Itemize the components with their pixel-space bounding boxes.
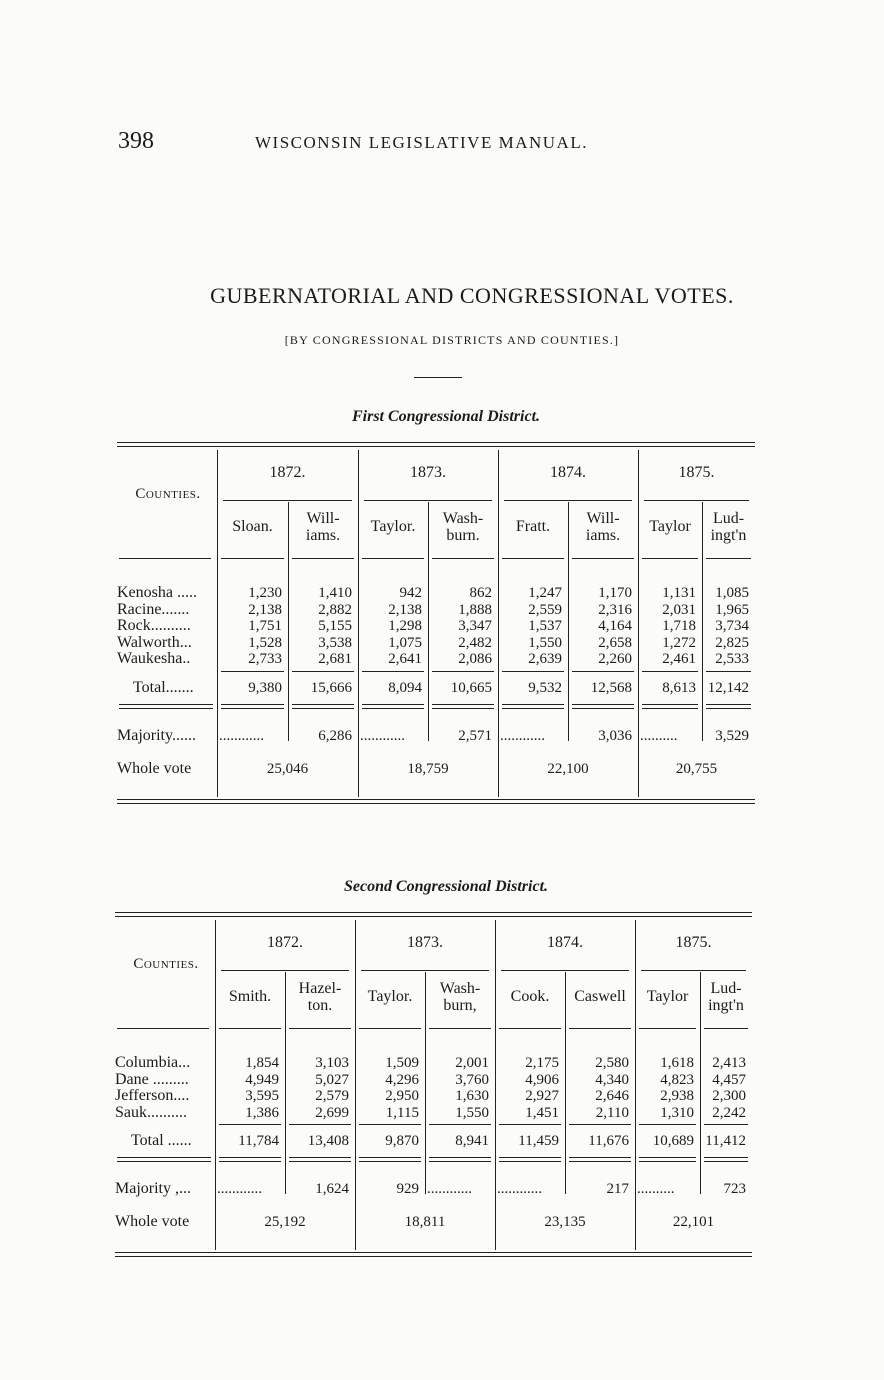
table-top-rule <box>117 446 755 447</box>
candidate-header <box>288 510 358 544</box>
vote-count: 3,760 <box>455 1071 489 1088</box>
total-rule <box>362 671 424 672</box>
header-rule <box>221 558 284 559</box>
county-name: Rock.......... <box>117 617 191 634</box>
majority-value: ............ <box>360 728 405 744</box>
candidate-name-line: Fratt. <box>515 518 551 535</box>
total-double-rule <box>362 708 424 709</box>
whole-vote-value: 18,811 <box>404 1214 446 1230</box>
header-rule <box>429 1028 491 1029</box>
vote-count: 5,027 <box>315 1071 349 1088</box>
vote-count: 1,386 <box>245 1104 279 1121</box>
candidate-header <box>215 988 285 1005</box>
table-bottom-rule <box>117 799 755 800</box>
candidate-name-line: Cook. <box>510 988 550 1005</box>
total-double-rule <box>289 1157 351 1158</box>
vote-count: 1,854 <box>245 1055 279 1071</box>
total-double-rule <box>499 1157 561 1158</box>
total-double-rule <box>432 708 494 709</box>
vote-count: 1,528 <box>248 634 282 651</box>
candidate-header <box>425 980 495 1014</box>
total-double-rule <box>429 1157 491 1158</box>
vote-count: 2,316 <box>598 601 632 618</box>
candidate-name-line: Lud- <box>710 980 742 997</box>
total-double-rule <box>569 1157 631 1158</box>
vote-count: 1,410 <box>318 585 352 601</box>
candidate-name-line: burn. <box>446 527 480 544</box>
candidate-name-line: burn, <box>443 997 477 1014</box>
total-double-rule <box>572 708 634 709</box>
candidate-header <box>495 988 565 1005</box>
candidate-header <box>358 518 428 535</box>
vote-count: 1,310 <box>660 1104 694 1121</box>
vote-count: 2,882 <box>318 601 352 618</box>
total-rule <box>642 671 698 672</box>
vote-count: 2,733 <box>248 651 282 667</box>
candidate-header <box>285 980 355 1014</box>
year-rule <box>221 970 349 971</box>
header-rule <box>219 1028 281 1029</box>
county-name: Jefferson.... <box>115 1087 190 1104</box>
county-name: Waukesha.. <box>117 650 191 667</box>
total-rule <box>432 671 494 672</box>
majority-value: ............ <box>427 1181 472 1197</box>
header-rule <box>569 1028 631 1029</box>
total-rule <box>429 1124 491 1125</box>
header-rule <box>704 1028 748 1029</box>
total-double-rule <box>642 704 698 705</box>
total-rule <box>221 671 284 672</box>
whole-vote-value: 22,101 <box>672 1214 715 1230</box>
total-double-rule <box>119 704 213 705</box>
majority-value: 723 <box>723 1181 746 1197</box>
majority-value: 6,286 <box>318 728 352 744</box>
running-head: WISCONSIN LEGISLATIVE MANUAL. <box>255 133 588 152</box>
county-name: Sauk.......... <box>115 1103 187 1121</box>
vote-total: 8,613 <box>662 680 696 696</box>
vote-count: 1,451 <box>525 1104 559 1121</box>
year-rule <box>504 500 632 501</box>
candidate-header <box>568 510 638 544</box>
total-double-rule <box>359 1157 421 1158</box>
vote-count: 4,457 <box>712 1071 746 1088</box>
vote-count: 942 <box>399 585 422 601</box>
vote-total: 10,689 <box>652 1133 694 1149</box>
candidate-name-line: ton. <box>307 997 333 1014</box>
candidate-name-line: Taylor <box>649 518 691 535</box>
vote-count: 1,550 <box>455 1104 489 1121</box>
vote-count: 2,086 <box>458 651 492 667</box>
table-top-rule <box>117 442 755 443</box>
vote-count: 2,413 <box>712 1055 746 1071</box>
vote-count: 2,641 <box>388 651 422 667</box>
vote-count: 2,242 <box>712 1104 746 1121</box>
vote-count: 2,260 <box>598 651 632 667</box>
total-double-rule <box>502 704 564 705</box>
candidate-name-line: Taylor. <box>367 988 413 1005</box>
vote-count: 1,085 <box>715 585 749 601</box>
total-double-rule <box>706 708 751 709</box>
vote-count: 3,103 <box>315 1055 349 1071</box>
header-rule <box>499 1028 561 1029</box>
majority-value: 1,624 <box>315 1181 349 1197</box>
total-rule <box>289 1124 351 1125</box>
vote-count: 1,230 <box>248 585 282 601</box>
vote-count: 4,296 <box>385 1071 419 1088</box>
total-double-rule <box>572 704 634 705</box>
header-rule <box>639 1028 696 1029</box>
vote-total: 9,532 <box>528 680 562 696</box>
page-subtitle-text: [BY CONGRESSIONAL DISTRICTS AND COUNTIES.] <box>284 333 620 347</box>
candidate-header <box>428 510 498 544</box>
year-header: 1875. <box>675 934 712 951</box>
majority-value: ............ <box>497 1181 542 1197</box>
candidate-name-line: Sloan. <box>232 518 273 535</box>
year-header: 1873. <box>407 934 443 951</box>
vote-total: 9,380 <box>248 680 282 696</box>
vote-count: 4,949 <box>245 1071 279 1088</box>
header-rule <box>117 1028 209 1029</box>
candidate-name-line: Will- <box>586 510 620 527</box>
page-number: 398 <box>118 128 154 154</box>
vote-count: 2,533 <box>715 651 749 667</box>
whole-vote-value: 22,100 <box>547 761 589 777</box>
vote-total: 13,408 <box>307 1133 349 1149</box>
counties-header: Counties. <box>133 956 199 972</box>
year-rule <box>501 970 629 971</box>
vote-count: 2,681 <box>318 651 352 667</box>
majority-value: 3,036 <box>598 728 632 744</box>
vote-count: 4,164 <box>598 618 632 634</box>
vote-count: 2,699 <box>315 1104 349 1121</box>
title-rule <box>414 377 462 378</box>
total-double-rule <box>639 1161 696 1162</box>
year-rule <box>644 500 749 501</box>
table-top-rule <box>115 912 752 913</box>
vote-count: 2,461 <box>662 651 696 667</box>
vote-total: 12,568 <box>590 680 632 696</box>
vote-count: 2,639 <box>528 651 562 667</box>
district-2-title-text: Second Congressional District. <box>343 878 549 895</box>
county-name: Kenosha ..... <box>117 584 197 601</box>
vote-count: 4,340 <box>595 1071 629 1088</box>
district-1-title <box>0 408 884 426</box>
total-double-rule <box>499 1161 561 1162</box>
vote-count: 2,138 <box>388 601 422 618</box>
total-double-rule <box>117 1161 211 1162</box>
vote-count: 1,965 <box>715 601 749 618</box>
candidate-header <box>217 518 288 535</box>
total-double-rule <box>429 1161 491 1162</box>
total-rule <box>292 671 354 672</box>
majority-value: 217 <box>606 1181 629 1197</box>
year-header: 1874. <box>547 934 583 951</box>
header-rule <box>642 558 698 559</box>
majority-label: Majority...... <box>117 727 196 744</box>
vote-count: 1,247 <box>528 585 562 601</box>
year-rule <box>641 970 746 971</box>
header-rule <box>292 558 354 559</box>
candidate-name-line: Taylor. <box>370 518 416 535</box>
table-bottom-rule <box>115 1252 752 1253</box>
vote-count: 2,927 <box>525 1088 559 1104</box>
vote-total: 11,412 <box>705 1133 746 1149</box>
vote-count: 2,938 <box>660 1088 694 1104</box>
vote-count: 5,155 <box>318 618 352 634</box>
majority-value: 3,529 <box>715 728 749 744</box>
candidate-header <box>355 988 425 1005</box>
candidate-header <box>498 518 568 535</box>
total-double-rule <box>359 1161 421 1162</box>
vote-count: 2,300 <box>712 1088 746 1104</box>
vote-count: 1,718 <box>662 618 696 634</box>
total-double-rule <box>221 704 284 705</box>
total-double-rule <box>569 1161 631 1162</box>
vote-count: 3,734 <box>715 618 749 634</box>
majority-value: ............ <box>219 728 264 744</box>
vote-count: 4,906 <box>525 1071 559 1088</box>
year-rule <box>361 970 489 971</box>
vote-count: 2,175 <box>525 1055 559 1071</box>
vote-count: 862 <box>469 585 492 601</box>
vote-total: 11,676 <box>588 1133 629 1149</box>
county-name: Walworth... <box>117 633 192 651</box>
page-title <box>0 283 884 309</box>
county-name: Dane ......... <box>115 1070 189 1088</box>
total-rule <box>639 1124 696 1125</box>
vote-total: 15,666 <box>310 680 352 696</box>
total-label: Total ...... <box>131 1132 192 1149</box>
vote-count: 1,075 <box>388 634 422 651</box>
vote-count: 2,482 <box>458 634 492 651</box>
whole-vote-value: 20,755 <box>675 761 718 777</box>
header-rule <box>362 558 424 559</box>
candidate-name-line: Taylor <box>646 988 689 1005</box>
total-rule <box>499 1124 561 1125</box>
header-rule <box>706 558 751 559</box>
total-double-rule <box>219 1157 281 1158</box>
vote-count: 3,595 <box>245 1088 279 1104</box>
district-1-table <box>117 442 755 805</box>
whole-vote-value: 25,046 <box>266 761 309 777</box>
candidate-name-line: Caswell <box>574 988 626 1005</box>
majority-value: ............ <box>500 728 545 744</box>
vote-count: 2,658 <box>598 634 632 651</box>
vote-total: 10,665 <box>450 680 492 696</box>
header-rule <box>572 558 634 559</box>
total-rule <box>569 1124 631 1125</box>
vote-count: 3,347 <box>458 618 492 634</box>
vote-total: 11,784 <box>238 1133 279 1149</box>
candidate-name-line: Hazel- <box>298 980 342 997</box>
vote-count: 3,538 <box>318 634 352 651</box>
majority-value: ............ <box>217 1181 262 1197</box>
vote-count: 2,579 <box>315 1088 349 1104</box>
candidate-name-line: ingt'n <box>710 527 747 544</box>
total-double-rule <box>502 708 564 709</box>
vote-total: 8,941 <box>455 1133 489 1149</box>
total-double-rule <box>119 708 213 709</box>
total-double-rule <box>362 704 424 705</box>
district-2-table <box>115 912 752 1258</box>
whole-vote-value: 25,192 <box>264 1214 306 1230</box>
total-double-rule <box>706 704 751 705</box>
district-2-title <box>0 878 884 896</box>
vote-count: 1,115 <box>385 1104 419 1121</box>
vote-count: 4,823 <box>660 1071 694 1088</box>
total-double-rule <box>704 1157 748 1158</box>
year-rule <box>223 500 352 501</box>
vote-count: 1,131 <box>662 585 696 601</box>
header-rule <box>289 1028 351 1029</box>
vote-count: 2,559 <box>528 601 562 618</box>
candidate-header <box>702 510 755 544</box>
vote-count: 1,751 <box>248 618 282 634</box>
candidate-name-line: iams. <box>305 527 341 544</box>
vote-total: 9,870 <box>385 1133 419 1149</box>
candidate-name-line: Will- <box>306 510 340 527</box>
header-rule <box>502 558 564 559</box>
table-bottom-rule <box>117 803 755 804</box>
header-rule <box>119 558 211 559</box>
majority-value: 929 <box>396 1181 419 1197</box>
counties-header: Counties. <box>135 486 201 502</box>
vote-count: 2,001 <box>455 1055 489 1071</box>
vote-count: 1,630 <box>455 1088 489 1104</box>
year-rule <box>364 500 492 501</box>
year-header: 1873. <box>410 464 446 481</box>
vote-count: 2,825 <box>715 634 749 651</box>
candidate-header <box>565 988 635 1005</box>
vote-count: 1,888 <box>458 601 492 618</box>
year-header: 1872. <box>267 934 303 951</box>
total-double-rule <box>642 708 698 709</box>
table-bottom-rule <box>115 1256 752 1257</box>
header-rule <box>432 558 494 559</box>
majority-value: 2,571 <box>458 728 492 744</box>
majority-value: .......... <box>637 1181 675 1197</box>
total-double-rule <box>289 1161 351 1162</box>
total-double-rule <box>117 1157 211 1158</box>
header-rule <box>359 1028 421 1029</box>
candidate-header <box>638 518 702 535</box>
candidate-header <box>635 988 700 1005</box>
total-rule <box>572 671 634 672</box>
vote-count: 2,950 <box>385 1088 419 1104</box>
vote-count: 1,509 <box>385 1055 419 1071</box>
candidate-name-line: Wash- <box>439 980 481 997</box>
vote-count: 1,537 <box>528 618 562 634</box>
whole-vote-label: Whole vote <box>115 1213 190 1230</box>
vote-count: 1,298 <box>388 618 422 634</box>
total-rule <box>219 1124 281 1125</box>
total-double-rule <box>639 1157 696 1158</box>
whole-vote-label: Whole vote <box>117 760 192 777</box>
vote-count: 2,646 <box>595 1088 629 1104</box>
majority-value: .......... <box>640 728 678 744</box>
total-double-rule <box>221 708 284 709</box>
total-double-rule <box>219 1161 281 1162</box>
vote-total: 12,142 <box>707 680 749 696</box>
candidate-name-line: ingt'n <box>708 997 744 1014</box>
vote-count: 2,580 <box>595 1055 629 1071</box>
county-name: Racine....... <box>117 600 190 618</box>
page-title-text: GUBERNATORIAL AND CONGRESSIONAL VOTES. <box>210 283 734 308</box>
whole-vote-value: 18,759 <box>407 761 449 777</box>
majority-label: Majority ,... <box>115 1180 191 1197</box>
year-header: 1875. <box>678 464 715 481</box>
whole-vote-value: 23,135 <box>544 1214 586 1230</box>
county-name: Columbia... <box>115 1054 191 1071</box>
vote-count: 2,110 <box>595 1104 629 1121</box>
table-top-rule <box>115 916 752 917</box>
total-double-rule <box>432 704 494 705</box>
total-rule <box>704 1124 748 1125</box>
vote-count: 1,550 <box>528 634 562 651</box>
vote-count: 1,618 <box>660 1055 694 1071</box>
candidate-name-line: Lud- <box>712 510 745 527</box>
total-rule <box>502 671 564 672</box>
candidate-name-line: Wash- <box>442 510 484 527</box>
total-label: Total....... <box>133 679 194 696</box>
year-header: 1872. <box>269 464 306 481</box>
candidate-name-line: iams. <box>585 527 621 544</box>
vote-total: 8,094 <box>388 680 422 696</box>
page-subtitle <box>0 333 884 348</box>
candidate-name-line: Smith. <box>228 988 272 1005</box>
total-rule <box>359 1124 421 1125</box>
total-rule <box>706 671 751 672</box>
vote-count: 1,170 <box>598 585 632 601</box>
vote-count: 1,272 <box>662 634 696 651</box>
vote-total: 11,459 <box>518 1133 559 1149</box>
candidate-header <box>700 980 752 1014</box>
district-1-title-text: First Congressional District. <box>351 408 541 425</box>
year-header: 1874. <box>550 464 586 481</box>
vote-count: 2,138 <box>248 601 282 618</box>
total-double-rule <box>704 1161 748 1162</box>
total-double-rule <box>292 708 354 709</box>
vote-count: 2,031 <box>662 601 696 618</box>
total-double-rule <box>292 704 354 705</box>
